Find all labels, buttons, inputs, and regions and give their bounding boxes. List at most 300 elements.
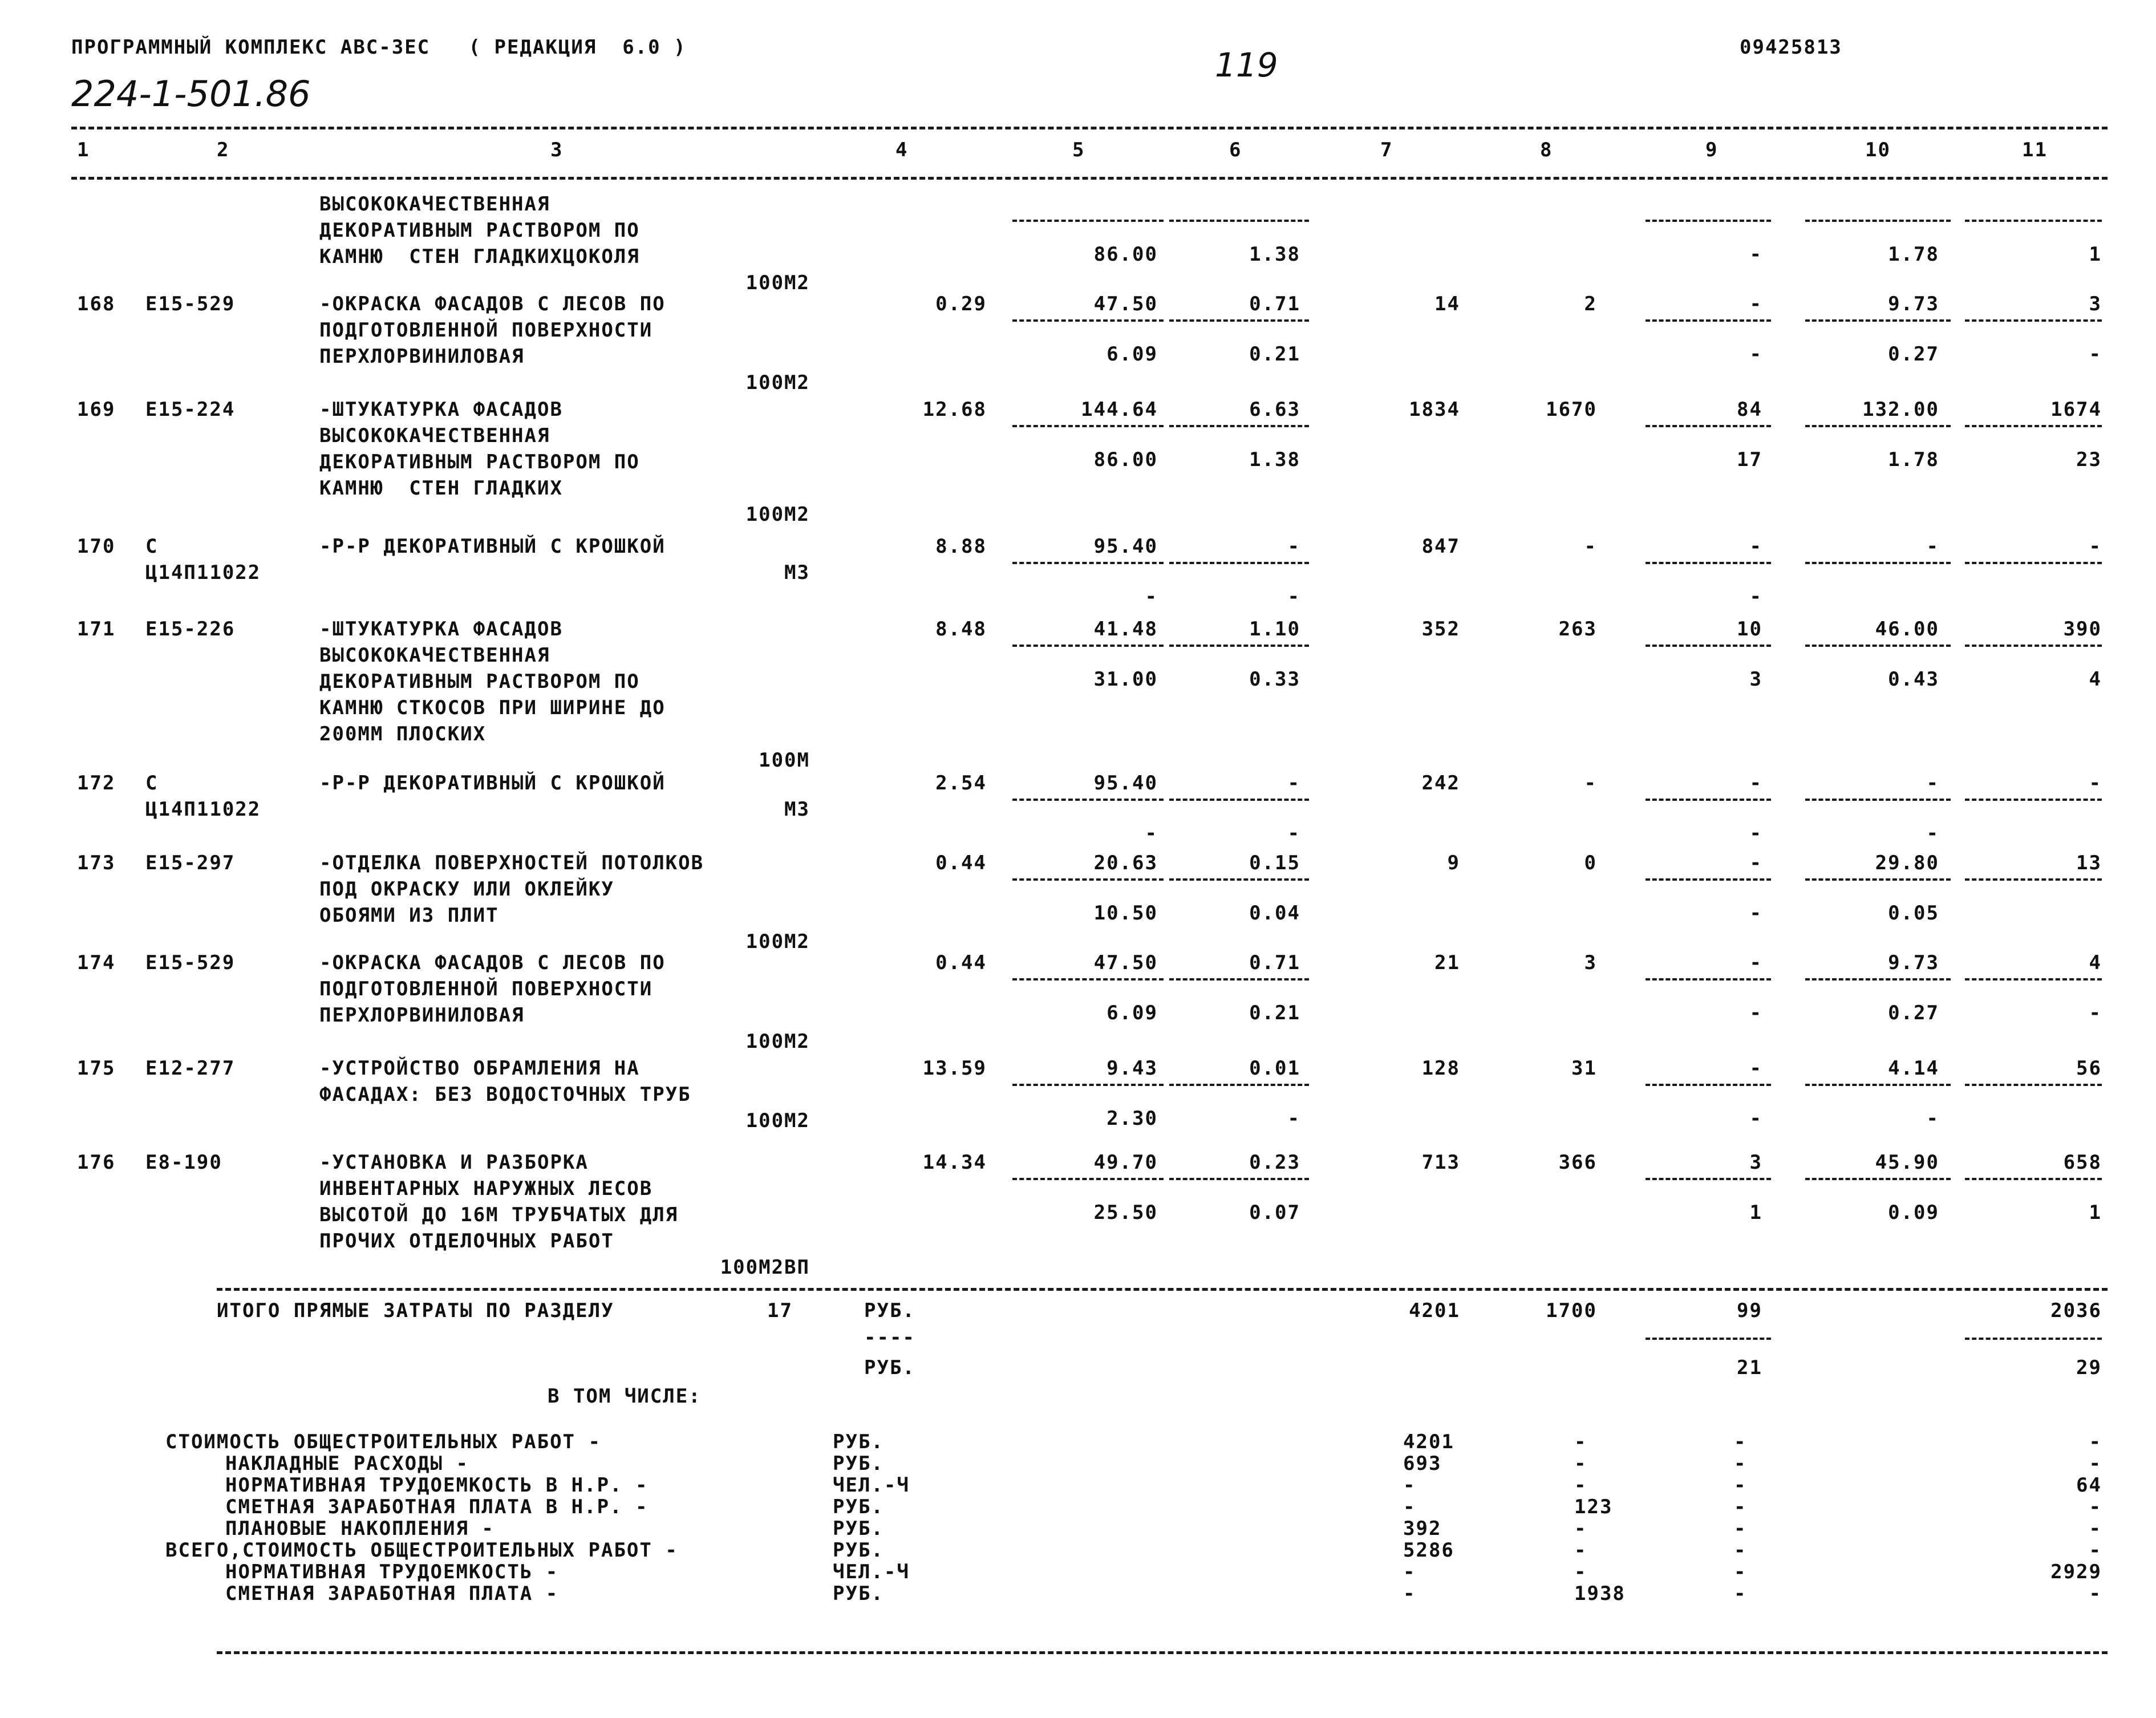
- row-col5-rule: [1012, 645, 1164, 647]
- row-name-line: КАМНЮ СТКОСОВ ПРИ ШИРИНЕ ДО: [319, 696, 666, 719]
- row-col9-rule: [1646, 799, 1771, 801]
- row-col6-main: 0.71: [1249, 951, 1300, 974]
- row-col9-sub: -: [1749, 243, 1762, 266]
- row-col10-main: -: [1926, 535, 1939, 558]
- row-col7: 847: [1421, 535, 1460, 558]
- summary-label: НАКЛАДНЫЕ РАСХОДЫ -: [225, 1452, 469, 1475]
- row-col8: 2: [1584, 293, 1597, 315]
- row-col10-rule: [1805, 645, 1951, 647]
- summary-label: ВСЕГО,СТОИМОСТЬ ОБЩЕСТРОИТЕЛЬНЫХ РАБОТ -: [165, 1539, 678, 1562]
- row-col10-rule: [1805, 878, 1951, 881]
- row-col9-sub: -: [1749, 343, 1762, 366]
- including-label: В ТОМ ЧИСЛЕ:: [548, 1385, 702, 1408]
- row-col6-sub: 0.33: [1249, 668, 1300, 691]
- row-col5-sub: 6.09: [1107, 1002, 1158, 1024]
- row-col7: 14: [1434, 293, 1460, 315]
- summary-unit: РУБ.: [833, 1539, 884, 1562]
- summary-unit: РУБ.: [833, 1517, 884, 1540]
- row-col7: 9: [1447, 852, 1460, 874]
- row-col11-sub: -: [2089, 1002, 2102, 1024]
- row-col10-main: 46.00: [1875, 618, 1939, 641]
- row-col6-sub: 0.07: [1249, 1201, 1300, 1224]
- row-col6-rule: [1169, 562, 1309, 564]
- row-col10-main: 132.00: [1862, 398, 1939, 421]
- row-number: 169: [77, 398, 116, 421]
- row-unit: 100М2: [745, 371, 810, 394]
- summary-col7: -: [1403, 1496, 1416, 1518]
- row-name-line: ПОД ОКРАСКУ ИЛИ ОКЛЕЙКУ: [319, 878, 614, 901]
- row-col10-main: 9.73: [1888, 951, 1939, 974]
- row-col5-sub: -: [1145, 822, 1158, 845]
- row-col11-main: 1674: [2050, 398, 2102, 421]
- row-col10-sub: 0.27: [1888, 343, 1939, 366]
- row-unit: 100М: [759, 749, 810, 772]
- summary-col11: -: [2089, 1452, 2102, 1475]
- row-col5-sub: 6.09: [1107, 343, 1158, 366]
- row-name-line: ДЕКОРАТИВНЫМ РАСТВОРОМ ПО: [319, 451, 640, 473]
- row-col10-sub: 1.78: [1888, 448, 1939, 471]
- summary-col11: -: [2089, 1496, 2102, 1518]
- row-col11-main: 13: [2076, 852, 2102, 874]
- row-name-line: -УСТРОЙСТВО ОБРАМЛЕНИЯ НА: [319, 1057, 640, 1080]
- row-col6-sub: -: [1287, 1107, 1300, 1130]
- bottom-rule: [217, 1651, 2108, 1654]
- row-code: С: [145, 535, 159, 558]
- row-number: 172: [77, 772, 116, 795]
- row-col5-main: 144.64: [1081, 398, 1158, 421]
- row-code: Е8-190: [145, 1151, 222, 1174]
- row-col7: 352: [1421, 618, 1460, 641]
- row-col9-sub: -: [1749, 585, 1762, 608]
- column-header-6: 6: [1229, 139, 1242, 161]
- row-number: 171: [77, 618, 116, 641]
- row-unit: 100М2: [745, 272, 810, 294]
- row-col5-rule: [1012, 1178, 1164, 1180]
- row-name-line: ПРОЧИХ ОТДЕЛОЧНЫХ РАБОТ: [319, 1230, 614, 1253]
- row-col5-rule: [1012, 799, 1164, 801]
- row-name-line: -УСТАНОВКА И РАЗБОРКА: [319, 1151, 589, 1174]
- summary-label: НОРМАТИВНАЯ ТРУДОЕМКОСТЬ В Н.Р. -: [225, 1474, 649, 1497]
- row-col5-main: 20.63: [1093, 852, 1158, 874]
- summary-col11: 2929: [2050, 1561, 2102, 1583]
- summary-col11: -: [2089, 1539, 2102, 1562]
- row-col7: 21: [1434, 951, 1460, 974]
- row-col11-rule: [1965, 645, 2102, 647]
- row-col11-rule: [1965, 878, 2102, 881]
- row-col6-rule: [1169, 319, 1309, 322]
- summary-label: СМЕТНАЯ ЗАРАБОТНАЯ ПЛАТА -: [225, 1582, 559, 1605]
- row-col9-sub: 17: [1737, 448, 1762, 471]
- header-bottom-rule: [71, 177, 2108, 180]
- summary-col8: 1938: [1574, 1582, 1626, 1605]
- row-name-line: ПЕРХЛОРВИНИЛОВАЯ: [319, 345, 525, 368]
- row-col11-main: -: [2089, 535, 2102, 558]
- row-col11-rule: [1965, 799, 2102, 801]
- total-col9-sub: 21: [1737, 1356, 1762, 1379]
- summary-col11: -: [2089, 1582, 2102, 1605]
- row-number: 175: [77, 1057, 116, 1080]
- row-unit: М3: [784, 561, 810, 584]
- summary-col7: -: [1403, 1561, 1416, 1583]
- row-col8: 366: [1558, 1151, 1597, 1174]
- row-name-line: ПЕРХЛОРВИНИЛОВАЯ: [319, 1004, 525, 1027]
- row-col9-main: -: [1749, 772, 1762, 795]
- total-col7: 4201: [1409, 1299, 1460, 1322]
- row-col10-sub: -: [1926, 1107, 1939, 1130]
- row-number: 170: [77, 535, 116, 558]
- row-col11-main: 390: [2063, 618, 2102, 641]
- row-col6-main: 0.01: [1249, 1057, 1300, 1080]
- summary-unit: ЧЕЛ.-Ч: [833, 1474, 910, 1497]
- row-col9-main: -: [1749, 951, 1762, 974]
- row-col6-rule: [1169, 425, 1309, 427]
- row-name-line: ДЕКОРАТИВНЫМ РАСТВОРОМ ПО: [319, 219, 640, 242]
- row-name-line: ПОДГОТОВЛЕННОЙ ПОВЕРХНОСТИ: [319, 319, 653, 342]
- row-name-line: КАМНЮ СТЕН ГЛАДКИХЦОКОЛЯ: [319, 245, 640, 268]
- row-col6-rule: [1169, 978, 1309, 980]
- row-col8: -: [1584, 535, 1597, 558]
- row-col7: 128: [1421, 1057, 1460, 1080]
- total-top-rule: [217, 1288, 2108, 1291]
- row-col5-main: 49.70: [1093, 1151, 1158, 1174]
- row-col9-main: -: [1749, 1057, 1762, 1080]
- total-label: ИТОГО ПРЯМЫЕ ЗАТРАТЫ ПО РАЗДЕЛУ: [217, 1299, 614, 1322]
- row-col9-rule: [1646, 220, 1771, 222]
- row-code: Е15-297: [145, 852, 236, 874]
- column-header-1: 1: [77, 139, 90, 161]
- row-name-line: ИНВЕНТАРНЫХ НАРУЖНЫХ ЛЕСОВ: [319, 1177, 653, 1200]
- row-col9-sub: -: [1749, 902, 1762, 925]
- summary-label: ПЛАНОВЫЕ НАКОПЛЕНИЯ -: [225, 1517, 495, 1540]
- total-col11-rule: [1965, 1338, 2102, 1340]
- row-col5-sub: 31.00: [1093, 668, 1158, 691]
- row-name-line: ВЫСОКОКАЧЕСТВЕННАЯ: [319, 644, 550, 667]
- program-title: ПРОГРАММНЫЙ КОМПЛЕКС АВС-ЗЕС ( РЕДАКЦИЯ 6.0 ): [71, 36, 687, 59]
- row-number: 168: [77, 293, 116, 315]
- row-col11-sub: 1: [2089, 243, 2102, 266]
- row-col10-main: 4.14: [1888, 1057, 1939, 1080]
- row-col9-rule: [1646, 425, 1771, 427]
- row-number: 176: [77, 1151, 116, 1174]
- row-col9-main: -: [1749, 293, 1762, 315]
- row-col9-main: 10: [1737, 618, 1762, 641]
- summary-col7: 5286: [1403, 1539, 1454, 1562]
- row-col9-main: -: [1749, 535, 1762, 558]
- row-col9-rule: [1646, 1178, 1771, 1180]
- summary-col8: -: [1574, 1474, 1587, 1497]
- summary-unit: РУБ.: [833, 1582, 884, 1605]
- row-col11-main: 3: [2089, 293, 2102, 315]
- summary-col9: -: [1734, 1539, 1747, 1562]
- row-col6-rule: [1169, 1084, 1309, 1086]
- row-col5-sub: -: [1145, 585, 1158, 608]
- row-col5-rule: [1012, 425, 1164, 427]
- row-col6-main: 0.15: [1249, 852, 1300, 874]
- row-col5-rule: [1012, 319, 1164, 322]
- row-unit: 100М2: [745, 1030, 810, 1053]
- row-name-line: ОБОЯМИ ИЗ ПЛИТ: [319, 904, 499, 927]
- row-col6-sub: 0.21: [1249, 1002, 1300, 1024]
- row-name-line: ВЫСОКОКАЧЕСТВЕННАЯ: [319, 424, 550, 447]
- row-col4: 0.44: [935, 852, 987, 874]
- row-col11-main: 4: [2089, 951, 2102, 974]
- row-col10-sub: 1.78: [1888, 243, 1939, 266]
- row-col5-rule: [1012, 878, 1164, 881]
- summary-col9: -: [1734, 1517, 1747, 1540]
- row-col6-sub: 1.38: [1249, 448, 1300, 471]
- row-name-line: -ОТДЕЛКА ПОВЕРХНОСТЕЙ ПОТОЛКОВ: [319, 852, 704, 874]
- row-col6-main: 0.23: [1249, 1151, 1300, 1174]
- row-col10-rule: [1805, 1084, 1951, 1086]
- total-col11-main: 2036: [2050, 1299, 2102, 1322]
- summary-col9: -: [1734, 1582, 1747, 1605]
- summary-label: СТОИМОСТЬ ОБЩЕСТРОИТЕЛЬНЫХ РАБОТ -: [165, 1431, 601, 1453]
- row-col4: 2.54: [935, 772, 987, 795]
- row-col5-main: 95.40: [1093, 772, 1158, 795]
- column-header-3: 3: [550, 139, 564, 161]
- row-name-line: -Р-Р ДЕКОРАТИВНЫЙ С КРОШКОЙ: [319, 535, 666, 558]
- column-header-4: 4: [895, 139, 909, 161]
- row-col10-main: -: [1926, 772, 1939, 795]
- row-col6-main: -: [1287, 535, 1300, 558]
- row-name-line: -ШТУКАТУРКА ФАСАДОВ: [319, 398, 563, 421]
- row-code: Е15-529: [145, 293, 236, 315]
- row-col5-sub: 86.00: [1093, 243, 1158, 266]
- row-col5-main: 41.48: [1093, 618, 1158, 641]
- row-col11-sub: 1: [2089, 1201, 2102, 1224]
- row-col9-sub: 1: [1749, 1201, 1762, 1224]
- row-col8: -: [1584, 772, 1597, 795]
- row-col9-rule: [1646, 978, 1771, 980]
- row-col9-rule: [1646, 878, 1771, 881]
- row-col4: 0.44: [935, 951, 987, 974]
- row-name-line: -Р-Р ДЕКОРАТИВНЫЙ С КРОШКОЙ: [319, 772, 666, 795]
- row-col7: 242: [1421, 772, 1460, 795]
- row-name-line: ВЫСОКОКАЧЕСТВЕННАЯ: [319, 193, 550, 216]
- summary-col11: -: [2089, 1431, 2102, 1453]
- row-col8: 0: [1584, 852, 1597, 874]
- row-col10-sub: 0.43: [1888, 668, 1939, 691]
- row-col7: 1834: [1409, 398, 1460, 421]
- row-col6-rule: [1169, 220, 1309, 222]
- row-unit: 100М2: [745, 1109, 810, 1132]
- column-header-10: 10: [1865, 139, 1891, 161]
- row-col10-rule: [1805, 425, 1951, 427]
- row-col4: 8.48: [935, 618, 987, 641]
- row-col11-rule: [1965, 1178, 2102, 1180]
- row-col11-rule: [1965, 319, 2102, 322]
- row-col4: 12.68: [922, 398, 987, 421]
- summary-unit: РУБ.: [833, 1431, 884, 1453]
- row-code-2: Ц14П11022: [145, 561, 261, 584]
- column-header-5: 5: [1072, 139, 1085, 161]
- column-header-11: 11: [2022, 139, 2048, 161]
- row-col8: 31: [1571, 1057, 1597, 1080]
- column-header-9: 9: [1705, 139, 1719, 161]
- row-col6-rule: [1169, 878, 1309, 881]
- row-col9-main: -: [1749, 852, 1762, 874]
- total-col11-sub: 29: [2076, 1356, 2102, 1379]
- summary-col9: -: [1734, 1431, 1747, 1453]
- row-name-line: КАМНЮ СТЕН ГЛАДКИХ: [319, 477, 563, 500]
- row-col4: 8.88: [935, 535, 987, 558]
- row-col8: 263: [1558, 618, 1597, 641]
- row-col4: 0.29: [935, 293, 987, 315]
- row-col6-rule: [1169, 645, 1309, 647]
- total-col9-rule: [1646, 1338, 1771, 1340]
- row-name-line: -ОКРАСКА ФАСАДОВ С ЛЕСОВ ПО: [319, 293, 666, 315]
- row-col11-rule: [1965, 220, 2102, 222]
- row-col5-rule: [1012, 1084, 1164, 1086]
- row-col6-sub: 0.04: [1249, 902, 1300, 925]
- column-header-8: 8: [1540, 139, 1553, 161]
- row-col5-main: 95.40: [1093, 535, 1158, 558]
- summary-col7: -: [1403, 1474, 1416, 1497]
- row-col5-sub: 86.00: [1093, 448, 1158, 471]
- row-unit: М3: [784, 798, 810, 821]
- row-col10-rule: [1805, 799, 1951, 801]
- summary-col8: -: [1574, 1452, 1587, 1475]
- row-col9-main: 84: [1737, 398, 1762, 421]
- row-code: Е15-529: [145, 951, 236, 974]
- row-col6-sub: 1.38: [1249, 243, 1300, 266]
- row-col10-sub: 0.05: [1888, 902, 1939, 925]
- row-col4: 13.59: [922, 1057, 987, 1080]
- row-col7: 713: [1421, 1151, 1460, 1174]
- column-header-7: 7: [1380, 139, 1393, 161]
- row-col11-sub: 23: [2076, 448, 2102, 471]
- summary-unit: РУБ.: [833, 1452, 884, 1475]
- row-col5-rule: [1012, 978, 1164, 980]
- row-col10-rule: [1805, 978, 1951, 980]
- column-header-2: 2: [217, 139, 230, 161]
- summary-unit: ЧЕЛ.-Ч: [833, 1561, 910, 1583]
- summary-col9: -: [1734, 1496, 1747, 1518]
- row-col10-sub: 0.27: [1888, 1002, 1939, 1024]
- document-number: 224-1-501.86: [71, 73, 311, 115]
- summary-col8: -: [1574, 1431, 1587, 1453]
- row-col6-main: -: [1287, 772, 1300, 795]
- row-col6-rule: [1169, 799, 1309, 801]
- header-top-rule: [71, 127, 2108, 129]
- row-code: Е12-277: [145, 1057, 236, 1080]
- row-col9-sub: -: [1749, 1002, 1762, 1024]
- row-col10-rule: [1805, 562, 1951, 564]
- summary-label: СМЕТНАЯ ЗАРАБОТНАЯ ПЛАТА В Н.Р. -: [225, 1496, 649, 1518]
- row-col11-main: 658: [2063, 1151, 2102, 1174]
- row-col10-rule: [1805, 220, 1951, 222]
- summary-col11: -: [2089, 1517, 2102, 1540]
- summary-col8: -: [1574, 1561, 1587, 1583]
- row-col5-sub: 25.50: [1093, 1201, 1158, 1224]
- row-col9-rule: [1646, 645, 1771, 647]
- summary-col9: -: [1734, 1452, 1747, 1475]
- row-number: 174: [77, 951, 116, 974]
- row-col5-sub: 2.30: [1107, 1107, 1158, 1130]
- row-col11-rule: [1965, 978, 2102, 980]
- row-col10-main: 9.73: [1888, 293, 1939, 315]
- row-col5-main: 47.50: [1093, 293, 1158, 315]
- row-col9-sub: -: [1749, 822, 1762, 845]
- summary-col8: -: [1574, 1517, 1587, 1540]
- summary-col7: 4201: [1403, 1431, 1454, 1453]
- row-col10-main: 29.80: [1875, 852, 1939, 874]
- row-col11-main: 56: [2076, 1057, 2102, 1080]
- row-number: 173: [77, 852, 116, 874]
- row-code: Е15-224: [145, 398, 236, 421]
- row-col11-sub: -: [2089, 343, 2102, 366]
- row-col8: 1670: [1546, 398, 1597, 421]
- summary-col7: 693: [1403, 1452, 1442, 1475]
- summary-col8: -: [1574, 1539, 1587, 1562]
- row-col11-rule: [1965, 425, 2102, 427]
- row-col9-rule: [1646, 319, 1771, 322]
- row-col10-sub: -: [1926, 822, 1939, 845]
- row-col5-main: 47.50: [1093, 951, 1158, 974]
- row-col10-main: 45.90: [1875, 1151, 1939, 1174]
- total-unit: РУБ.: [864, 1299, 915, 1322]
- row-code-2: Ц14П11022: [145, 798, 261, 821]
- page-number: 119: [1215, 46, 1278, 84]
- total-unit-separator: ----: [864, 1326, 915, 1349]
- summary-col7: -: [1403, 1582, 1416, 1605]
- summary-col8: 123: [1574, 1496, 1613, 1518]
- row-name-line: -ШТУКАТУРКА ФАСАДОВ: [319, 618, 563, 641]
- row-col6-sub: -: [1287, 822, 1300, 845]
- document-code: 09425813: [1740, 36, 1842, 59]
- row-name-line: ВЫСОТОЙ ДО 16М ТРУБЧАТЫХ ДЛЯ: [319, 1204, 679, 1226]
- row-col6-sub: -: [1287, 585, 1300, 608]
- row-code: Е15-226: [145, 618, 236, 641]
- row-col9-sub: 3: [1749, 668, 1762, 691]
- row-col5-rule: [1012, 220, 1164, 222]
- total-unit-2: РУБ.: [864, 1356, 915, 1379]
- row-name-line: ФАСАДАХ: БЕЗ ВОДОСТОЧНЫХ ТРУБ: [319, 1083, 691, 1106]
- row-unit: 100М2: [745, 930, 810, 953]
- row-code: С: [145, 772, 159, 795]
- row-col6-sub: 0.21: [1249, 343, 1300, 366]
- summary-col11: 64: [2076, 1474, 2102, 1497]
- row-col11-rule: [1965, 1084, 2102, 1086]
- summary-col9: -: [1734, 1561, 1747, 1583]
- total-col8: 1700: [1546, 1299, 1597, 1322]
- summary-label: НОРМАТИВНАЯ ТРУДОЕМКОСТЬ -: [225, 1561, 559, 1583]
- row-unit: 100М2ВП: [720, 1256, 810, 1279]
- row-col9-sub: -: [1749, 1107, 1762, 1130]
- row-col11-main: -: [2089, 772, 2102, 795]
- row-col4: 14.34: [922, 1151, 987, 1174]
- row-col8: 3: [1584, 951, 1597, 974]
- total-section: 17: [767, 1299, 793, 1322]
- row-col10-sub: 0.09: [1888, 1201, 1939, 1224]
- row-col11-rule: [1965, 562, 2102, 564]
- summary-col7: 392: [1403, 1517, 1442, 1540]
- row-col6-main: 6.63: [1249, 398, 1300, 421]
- row-col10-rule: [1805, 1178, 1951, 1180]
- summary-unit: РУБ.: [833, 1496, 884, 1518]
- row-col5-rule: [1012, 562, 1164, 564]
- row-col5-sub: 10.50: [1093, 902, 1158, 925]
- row-col11-sub: 4: [2089, 668, 2102, 691]
- row-name-line: ПОДГОТОВЛЕННОЙ ПОВЕРХНОСТИ: [319, 978, 653, 1000]
- row-col6-rule: [1169, 1178, 1309, 1180]
- row-name-line: ДЕКОРАТИВНЫМ РАСТВОРОМ ПО: [319, 670, 640, 693]
- row-col10-rule: [1805, 319, 1951, 322]
- row-col6-main: 0.71: [1249, 293, 1300, 315]
- row-col6-main: 1.10: [1249, 618, 1300, 641]
- row-name-line: 200ММ ПЛОСКИХ: [319, 723, 487, 745]
- total-col9-main: 99: [1737, 1299, 1762, 1322]
